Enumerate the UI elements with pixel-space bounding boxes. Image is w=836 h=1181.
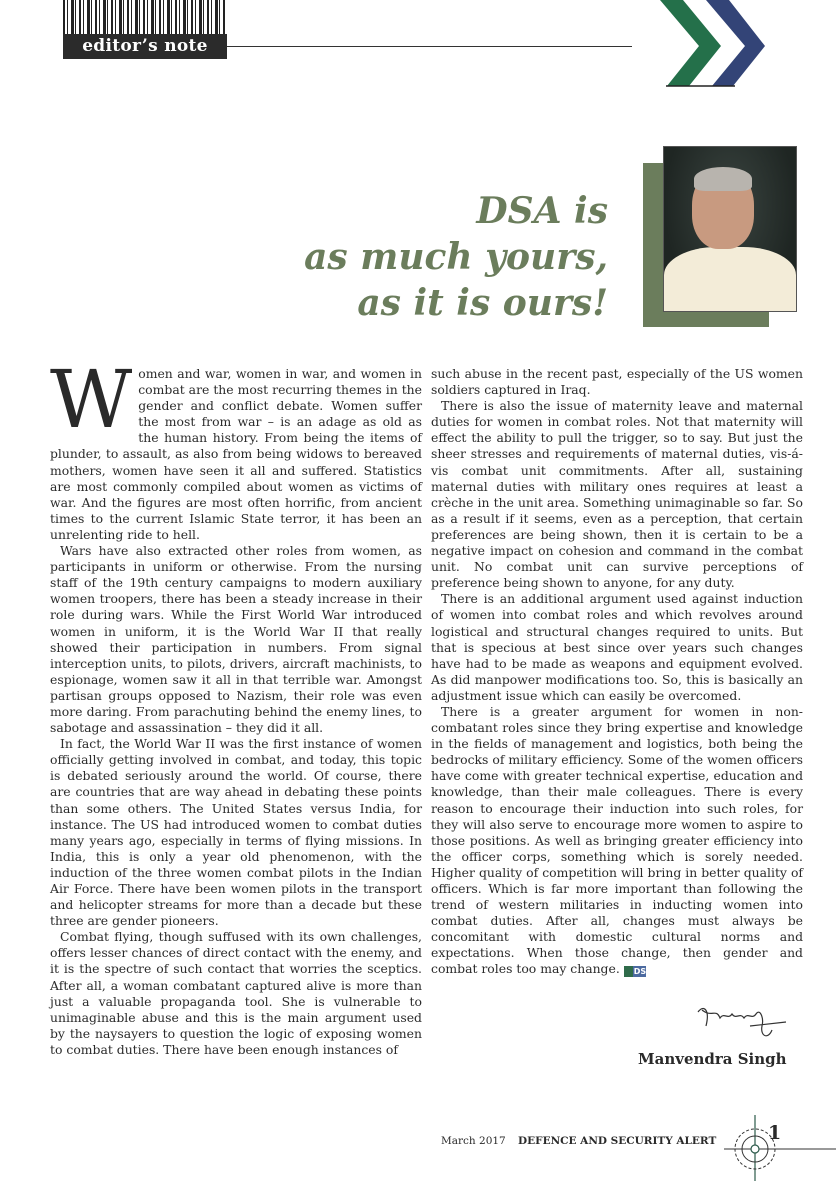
barcode-graphic [63,0,227,34]
dsa-end-mark-icon: DSA [624,966,646,977]
chevrons-icon [655,0,770,88]
headline [304,188,608,326]
article-paragraph: There is an additional argument used against induction of women into combat roles and which revolves around logistical and structural changes required to units. But that is specious at best since over years such changes have had to be made as weapons and equipment evolved. As did manpower modifications too. So, this is basically an adjustment issue which can easily be overcomed. [431,591,803,703]
article-paragraph: In fact, the World War II was the first instance of women officially getting involved in combat, and today, this topic is debated seriously around the world. Of course, there are countries that are way ahead in debating these points than some others. The United States versus India, for instance. The US had introduced women to combat duties many years ago, especially in terms of flying missions. In India, this is only a year old phenomenon, with the induction of the three women combat pilots in the Indian Air Force. There have been women pilots in the transport and helicopter streams for more than a decade but these three are gender pioneers. [50,736,422,929]
author-name: Manvendra Singh [638,1050,787,1068]
drop-cap: W [50,353,133,446]
signature-icon [690,1000,790,1050]
article-column-left [50,353,422,1058]
article-paragraph: There is also the issue of maternity leave and maternal duties for women in combat roles. Not that maternity will effect the ability to pull the trigger, so to say. But just the sheer stresses and requirements of maternal duties, vis-á-vis combat unit commitments. After all, sustaining maternal duties with military ones requires at least a crèche in the unit area. Something unimaginable so far. So as a result if it seems, even as a perception, that certain preferences are being shown, then it is certain to be a negative impact on cohesion and command in the combat unit. No combat unit can survive perceptions of preference being shown to anyone, for any duty. [431,398,803,591]
author-portrait [663,146,797,312]
header-divider [227,46,632,47]
article-paragraph: such abuse in the recent past, especially of the US women soldiers captured in Iraq. [431,366,803,398]
headline-line: DSA is [476,190,608,232]
paragraph-text: omen and war, women in war, and women in combat are the most recurring themes in the gender and conflict debate. Women suffer the most from war – is an adage as old as the human history. From being the items of plunder, to assault, as also from being widows to bereaved mothers, women have seen it all and suffered. Statistics are most commonly compiled about women as victims of war. And the figures are most often horrific, from ancient times to the current Islamic State terror, it has been an unrelenting ride to hell. [50,366,422,542]
section-label: editor’s note [63,34,227,59]
paragraph-text: There is a greater argument for women in non-combatant roles since they bring expertise and knowledge in the fields of management and logistics, both being the bedrocks of military efficiency. Some of the women officers have come with greater technical expertise, education and knowledge, than their male colleagues. There is every reason to encourage their induction into such roles, for they will also serve to encourage more women to aspire to those positions. As well as bringing greater efficiency into the officer corps, something which is sorely needed. Higher quality of competition will bring in better quality of officers. Which is far more important than following the trend of western militaries in inducting women into combat duties. After all, changes must always be concomitant with domestic cultural norms and expectations. When those change, then gender and combat roles too may change. [431,703,803,977]
portrait-shirt [664,247,796,312]
article-paragraph: Wars have also extracted other roles from women, as participants in uniform or otherwise. From the nursing staff of the 19th century campaigns to modern auxiliary women troopers, there has been a steady increase in their role during wars. While the First World War introduced women in uniform, it is the World War II that really showed their participation in numbers. From signal interception units, to pilots, drivers, aircraft machinists, to espionage, women saw it all in that terrible war. Amongst partisan groups opposed to Nazism, their role was even more daring. From parachuting behind the enemy lines, to sabotage and assassination – they did it all. [50,543,422,736]
article-paragraph [50,353,422,543]
crosshair-icon [724,1110,836,1181]
headline-line: as much yours, [304,236,608,278]
headline-line: as it is ours! [357,282,608,324]
article-paragraph: Combat flying, though suffused with its own challenges, offers lesser chances of direct contact with the enemy, and it is the spectre of such contact that worries the sceptics. After all, a woman combatant captured alive is more than just a valuable propaganda tool. She is vulnerable to unimaginable abuse and this is the main argument used by the naysayers to question the logic of exposing women to combat duties. There have been enough instances of [50,929,422,1057]
publication-name: DEFENCE AND SECURITY ALERT [518,1135,717,1147]
green-chevron [660,0,721,86]
article-paragraph [431,704,803,978]
article-column-right [431,366,803,978]
issue-date: March 2017 [441,1135,506,1147]
portrait-hair [694,167,752,191]
page-number: 1 [768,1122,782,1144]
